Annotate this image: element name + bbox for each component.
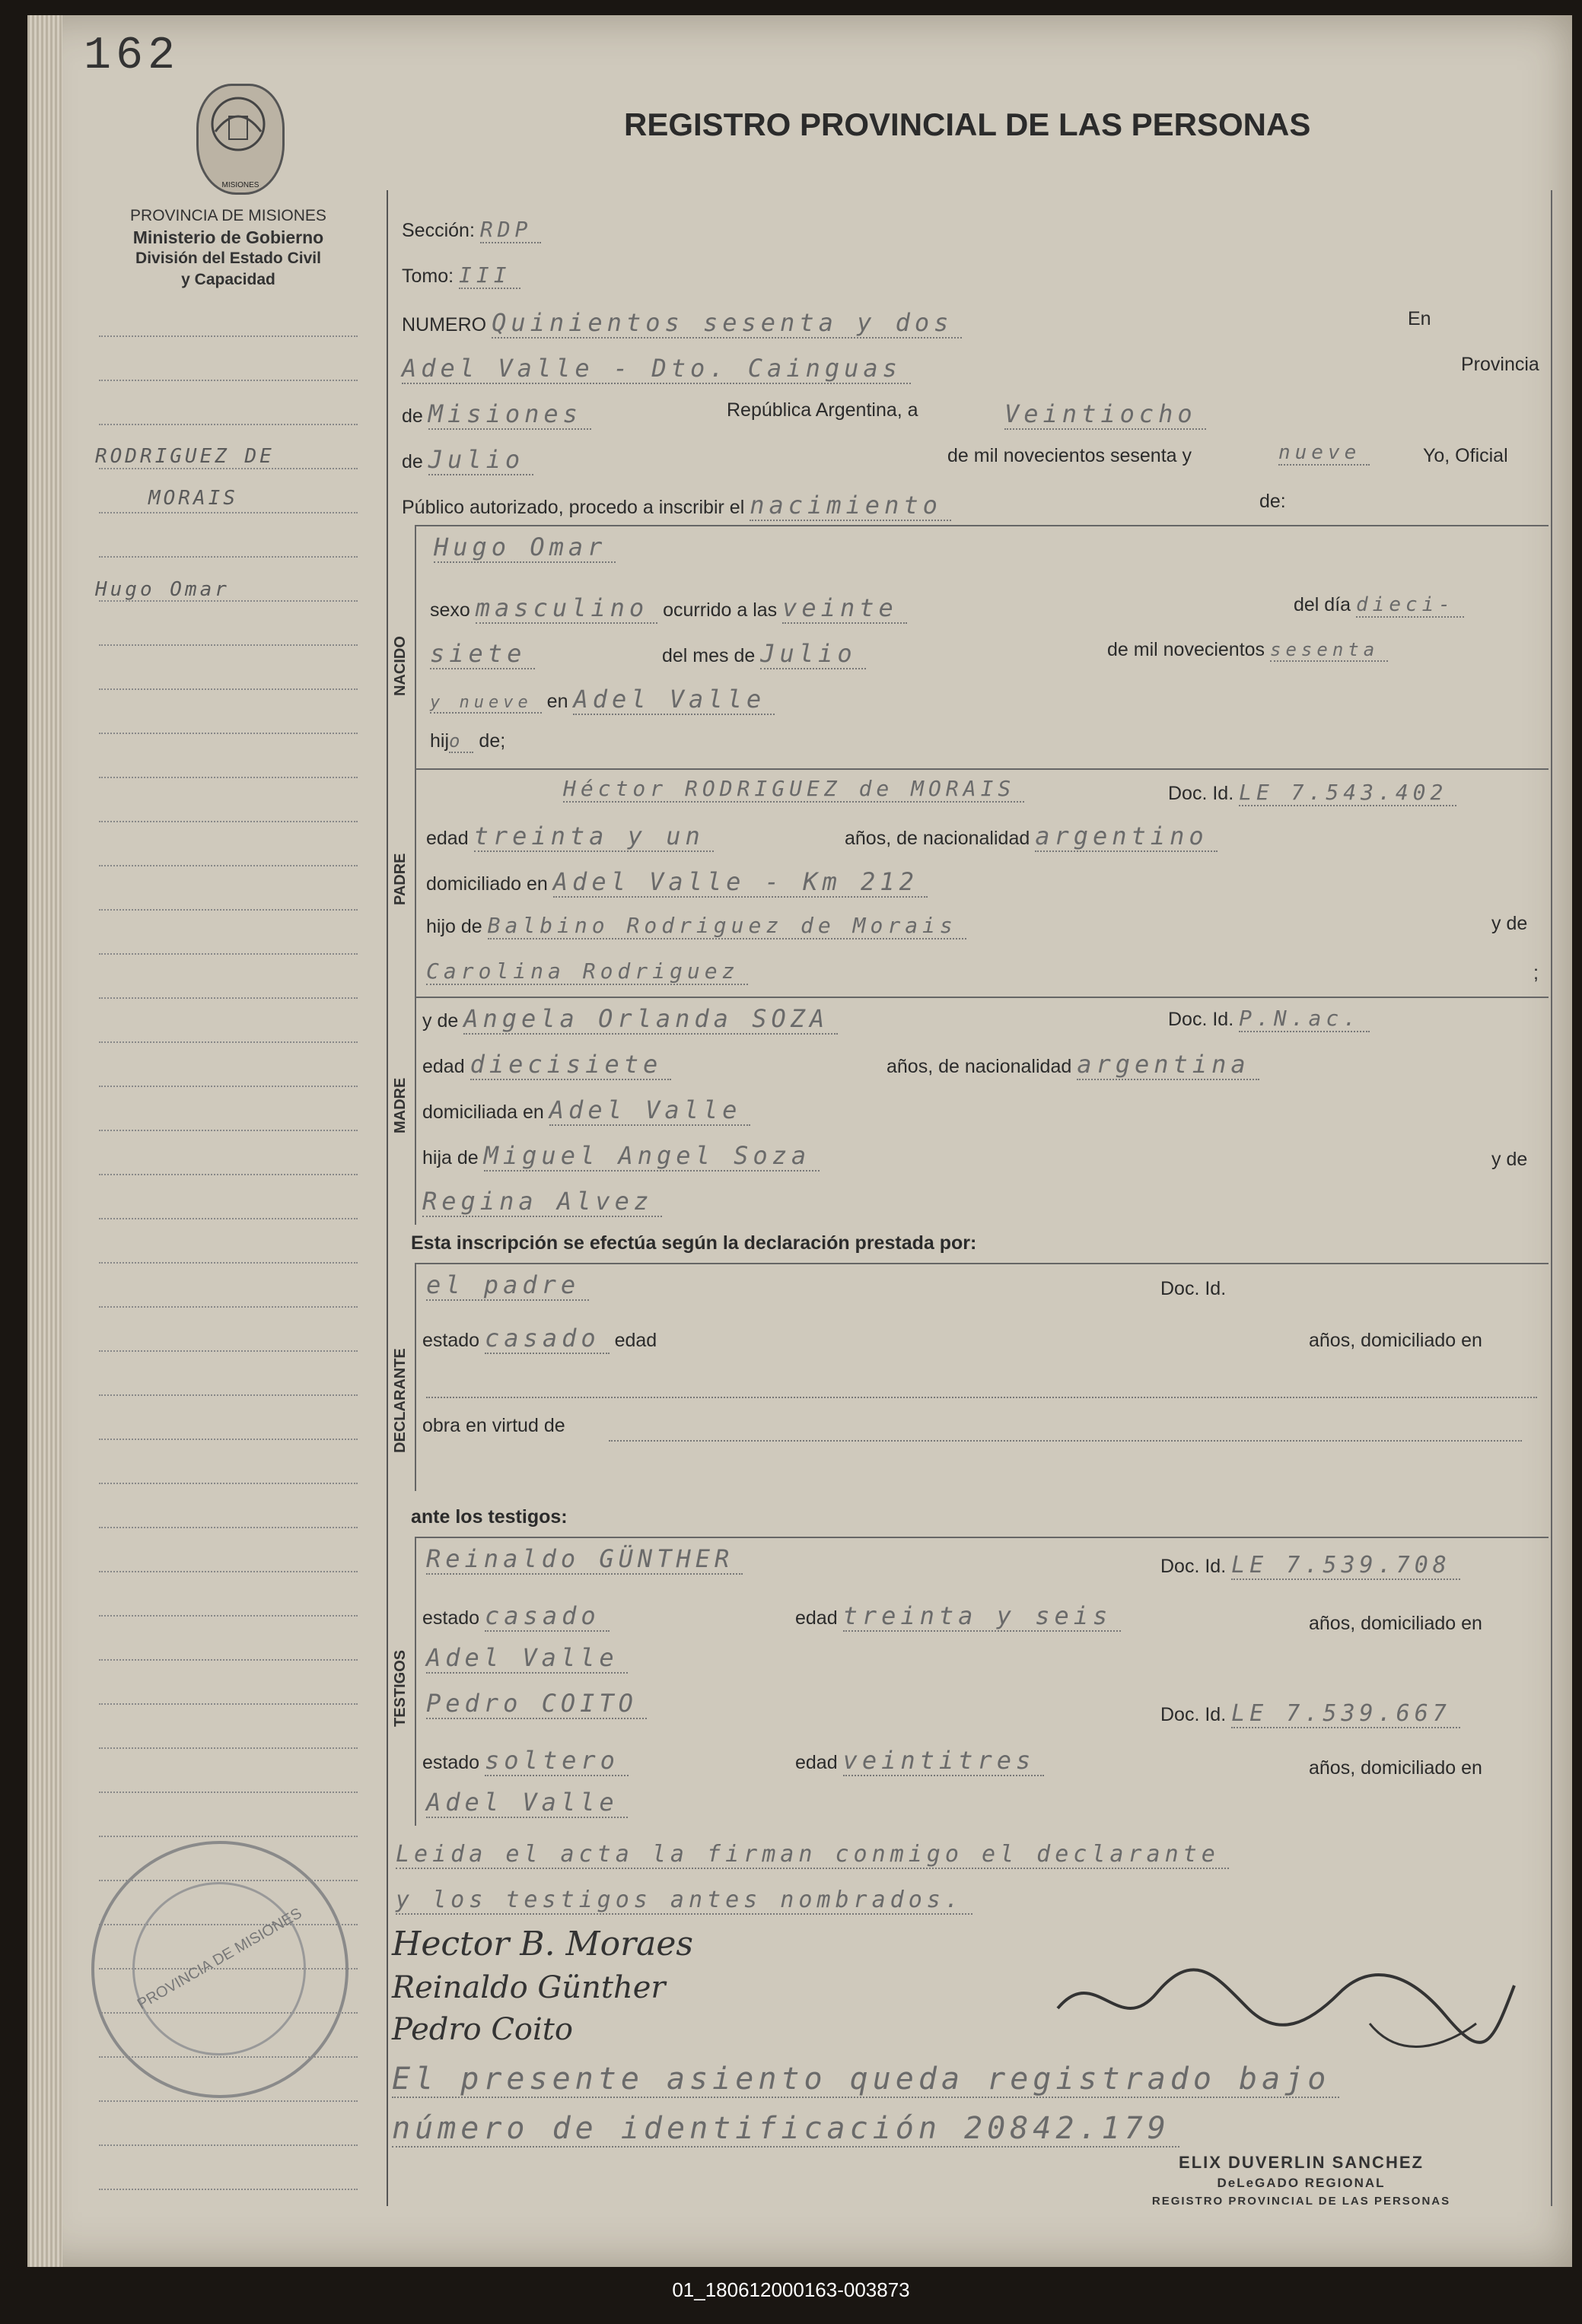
note-line-1-text: El presente asiento queda registrado bajo bbox=[392, 2062, 1339, 2098]
book-binding bbox=[27, 15, 62, 2267]
padre-side-rule bbox=[415, 768, 416, 1012]
madre-y-de-label-2: y de bbox=[1491, 1149, 1528, 1170]
madre-edad-label: edad bbox=[422, 1056, 465, 1077]
nacido-name-value: Hugo Omar bbox=[434, 533, 616, 563]
declarante-name-value: el padre bbox=[426, 1270, 589, 1301]
issuer-province: PROVINCIA DE MISIONES bbox=[130, 207, 326, 224]
emblem-label: MISIONES bbox=[221, 181, 259, 189]
del-mes-label: del mes de bbox=[662, 645, 756, 666]
testigo-2-estado: soltero bbox=[485, 1746, 629, 1776]
padre-doc-value: LE 7.543.402 bbox=[1239, 780, 1456, 806]
note-line-2 bbox=[392, 2111, 1179, 2146]
madre-side-rule bbox=[415, 997, 416, 1225]
nacido-top-rule bbox=[415, 525, 1549, 526]
ocurrido-label: ocurrido a las bbox=[663, 599, 778, 621]
testigo-2-anios-label: años, domiciliado en bbox=[1309, 1757, 1482, 1779]
nacido-mil-label: de mil novecientos bbox=[1107, 639, 1265, 660]
madre-doc-label: Doc. Id. bbox=[1168, 1009, 1234, 1030]
padre-madre-value: Carolina Rodriguez bbox=[426, 959, 748, 985]
margin-line bbox=[99, 1747, 358, 1749]
madre-doc-row bbox=[1168, 1006, 1370, 1031]
declarante-name-row bbox=[426, 1270, 589, 1299]
margin-line bbox=[99, 1217, 358, 1219]
madre-hija-de-row bbox=[422, 1141, 820, 1170]
closing-line-1 bbox=[396, 1841, 1229, 1868]
testigo-2-edad-row bbox=[795, 1746, 1044, 1775]
del-dia-row bbox=[1294, 593, 1464, 616]
mes-row bbox=[402, 445, 533, 474]
numero-value: Quinientos sesenta y dos bbox=[492, 308, 962, 339]
declarante-blank-line bbox=[426, 1396, 1537, 1398]
declarante-obra-line bbox=[609, 1439, 1522, 1442]
de-label: de bbox=[402, 405, 423, 427]
closing-line-1-text: Leida el acta la firman conmigo el declarante bbox=[396, 1841, 1229, 1869]
margin-given-name: Hugo Omar bbox=[95, 578, 230, 601]
margin-line bbox=[99, 555, 358, 558]
madre-madre-value: Regina Alvez bbox=[422, 1187, 662, 1217]
padre-doc-row bbox=[1168, 780, 1456, 805]
signature-testigo-2: Pedro Coito bbox=[392, 2012, 573, 2047]
closing-line-2 bbox=[396, 1887, 972, 1913]
seccion-value: RDP bbox=[480, 217, 542, 243]
tomo-value: III bbox=[459, 262, 520, 289]
nacido-en-label: en bbox=[546, 691, 568, 712]
margin-line bbox=[99, 1614, 358, 1617]
madre-domicilio-row bbox=[422, 1095, 750, 1124]
padre-hijo-de-label: hijo de bbox=[426, 916, 482, 937]
margin-line bbox=[99, 379, 358, 381]
madre-section-label: MADRE bbox=[392, 1077, 409, 1133]
testigo-1-anios-label: años, domiciliado en bbox=[1309, 1613, 1482, 1634]
margin-line bbox=[99, 335, 358, 337]
padre-section-label: PADRE bbox=[392, 853, 409, 905]
del-mes-row bbox=[662, 639, 866, 668]
sexo-row bbox=[430, 593, 907, 622]
sexo-value: masculino bbox=[476, 593, 657, 624]
image-caption: 01_180612000163-003873 bbox=[672, 2278, 910, 2301]
hijo-row bbox=[430, 730, 505, 752]
dia-value bbox=[1004, 399, 1206, 428]
dia-text: Veintiocho bbox=[1004, 399, 1206, 430]
margin-line bbox=[99, 644, 358, 646]
testigo-2-doc-label: Doc. Id. bbox=[1160, 1704, 1227, 1725]
numero-label: NUMERO bbox=[402, 314, 487, 335]
hijo-suffix: o bbox=[449, 730, 473, 753]
page-number: 162 bbox=[84, 30, 180, 82]
testigo-1-domicilio-row bbox=[426, 1643, 628, 1672]
nacido-anio-1: sesenta bbox=[1270, 639, 1388, 662]
testigo-1-name: Reinaldo GÜNTHER bbox=[426, 1544, 743, 1575]
testigo-1-edad: treinta y seis bbox=[843, 1601, 1122, 1632]
nacido-mil-row bbox=[1107, 639, 1388, 661]
madre-edad-value: diecisiete bbox=[470, 1050, 672, 1080]
margin-line bbox=[99, 1791, 358, 1793]
testigo-1-estado-label: estado bbox=[422, 1607, 480, 1629]
seccion-label: Sección: bbox=[402, 220, 475, 241]
margin-line bbox=[99, 1438, 358, 1440]
padre-top-rule bbox=[415, 768, 1549, 770]
republica-label: República Argentina, a bbox=[727, 399, 918, 421]
madre-madre-row bbox=[422, 1187, 662, 1216]
nacido-lugar-row bbox=[430, 685, 775, 714]
margin-line bbox=[99, 511, 358, 513]
margin-line bbox=[99, 1526, 358, 1528]
testigo-1-name-row bbox=[426, 1544, 743, 1573]
madre-y-de-label: y de bbox=[422, 1010, 459, 1032]
testigos-side-rule bbox=[415, 1537, 416, 1826]
margin-line bbox=[99, 1041, 358, 1043]
nacido-section-label: NACIDO bbox=[392, 636, 409, 696]
margin-line bbox=[99, 1305, 358, 1308]
de-colon-label: de: bbox=[1259, 491, 1286, 512]
madre-domicilio-label: domiciliada en bbox=[422, 1102, 544, 1123]
padre-nac-value: argentino bbox=[1035, 822, 1217, 852]
testigo-1-estado: casado bbox=[485, 1601, 610, 1632]
acto-value: nacimiento bbox=[750, 491, 951, 521]
margin-line bbox=[99, 997, 358, 999]
declarante-estado-value: casado bbox=[485, 1324, 610, 1354]
sexo-label: sexo bbox=[430, 599, 470, 621]
declarante-obra-label: obra en virtud de bbox=[422, 1415, 565, 1436]
padre-domicilio-row bbox=[426, 867, 928, 896]
publico-row bbox=[402, 491, 951, 520]
padre-hijo-de-row bbox=[426, 913, 966, 938]
tomo-label: Tomo: bbox=[402, 265, 454, 287]
declarante-intro: Esta inscripción se efectúa según la declaración prestada por: bbox=[411, 1232, 977, 1254]
testigo-2-name: Pedro COITO bbox=[426, 1689, 647, 1719]
stamp-text: PROVINCIA DE MISIONES bbox=[134, 1905, 305, 2013]
issuer-ministry: Ministerio de Gobierno bbox=[132, 227, 324, 247]
madre-doc-value: P.N.ac. bbox=[1239, 1006, 1370, 1032]
mil-label: de mil novecientos sesenta y bbox=[947, 445, 1192, 466]
margin-line bbox=[99, 1658, 358, 1661]
padre-end: ; bbox=[1533, 962, 1539, 984]
declarante-anios-label: años, domiciliado en bbox=[1309, 1330, 1482, 1351]
margin-line bbox=[99, 820, 358, 822]
anio-text: nueve bbox=[1278, 441, 1370, 466]
testigo-1-edad-label: edad bbox=[795, 1607, 838, 1629]
nacido-anio-2: y nueve bbox=[430, 693, 542, 714]
margin-line bbox=[99, 1350, 358, 1352]
testigo-2-edad-label: edad bbox=[795, 1752, 838, 1773]
madre-domicilio-value: Adel Valle bbox=[549, 1095, 751, 1126]
padre-nac-row bbox=[845, 822, 1218, 850]
testigo-1-doc-row bbox=[1160, 1552, 1460, 1578]
nacido-side-rule bbox=[415, 525, 416, 768]
margin-line bbox=[99, 908, 358, 911]
signature-padre: Hector B. Moraes bbox=[392, 1925, 693, 1963]
testigo-1-domicilio: Adel Valle bbox=[426, 1643, 628, 1674]
margin-line bbox=[99, 1394, 358, 1396]
declarante-estado-row bbox=[422, 1324, 657, 1353]
testigo-2-domicilio: Adel Valle bbox=[426, 1788, 628, 1818]
signature-oficial bbox=[1050, 1955, 1522, 2062]
testigo-1-edad-row bbox=[795, 1601, 1121, 1630]
officer-org: REGISTRO PROVINCIAL DE LAS PERSONAS bbox=[1151, 2195, 1451, 2208]
margin-surname-2: MORAIS bbox=[148, 487, 238, 510]
margin-line bbox=[99, 864, 358, 866]
margin-line bbox=[99, 952, 358, 955]
madre-top-rule bbox=[415, 997, 1549, 998]
margin-line bbox=[99, 1129, 358, 1131]
margin-line bbox=[99, 1570, 358, 1572]
nacido-name bbox=[434, 533, 616, 561]
issuer-capacity: y Capacidad bbox=[181, 271, 275, 288]
testigo-2-domicilio-row bbox=[426, 1788, 628, 1817]
padre-domicilio-label: domiciliado en bbox=[426, 873, 548, 895]
padre-nac-label: años, de nacionalidad bbox=[845, 828, 1030, 849]
margin-line bbox=[99, 1173, 358, 1175]
madre-nac-value: argentina bbox=[1077, 1050, 1259, 1080]
provincia-value: Misiones bbox=[428, 399, 591, 430]
nacido-lugar-value: Adel Valle bbox=[573, 685, 775, 715]
oficial-label: Yo, Oficial bbox=[1423, 445, 1508, 466]
tomo-row bbox=[402, 262, 520, 288]
note-line-1 bbox=[392, 2062, 1339, 2097]
de-mes-label: de bbox=[402, 451, 423, 472]
padre-doc-label: Doc. Id. bbox=[1168, 783, 1234, 804]
margin-divider bbox=[387, 190, 388, 2206]
nacido-mes-value: Julio bbox=[760, 639, 865, 669]
margin-line bbox=[99, 1482, 358, 1484]
padre-y-de-label: y de bbox=[1491, 913, 1528, 934]
testigos-top-rule bbox=[415, 1537, 1549, 1538]
numero-row bbox=[402, 308, 962, 337]
lugar-value bbox=[402, 354, 911, 383]
padre-edad-value: treinta y un bbox=[474, 822, 714, 852]
madre-nac-label: años, de nacionalidad bbox=[886, 1056, 1072, 1077]
testigo-2-name-row bbox=[426, 1689, 647, 1718]
padre-madre-row bbox=[426, 959, 748, 984]
seccion-row bbox=[402, 217, 541, 242]
publico-label: Público autorizado, procedo a inscribir el bbox=[402, 497, 745, 518]
declarante-edad-label: edad bbox=[614, 1330, 657, 1351]
padre-name-value: Héctor RODRIGUEZ de MORAIS bbox=[563, 776, 1024, 803]
official-stamp bbox=[91, 1841, 349, 2098]
issuer-division: División del Estado Civil bbox=[135, 250, 321, 267]
margin-line bbox=[99, 1261, 358, 1264]
lugar-text: Adel Valle - Dto. Cainguas bbox=[402, 354, 911, 384]
madre-name-row bbox=[422, 1004, 838, 1033]
declarante-section-label: DECLARANTE bbox=[392, 1348, 409, 1453]
provincia-row bbox=[402, 399, 591, 428]
note-line-2-text: número de identificación 20842.179 bbox=[392, 2111, 1179, 2148]
testigo-2-doc: LE 7.539.667 bbox=[1231, 1700, 1460, 1728]
en-label: En bbox=[1408, 308, 1431, 329]
provincial-emblem bbox=[196, 84, 285, 195]
declarante-top-rule bbox=[415, 1263, 1549, 1264]
del-dia-label: del día bbox=[1294, 594, 1351, 615]
margin-line bbox=[99, 1085, 358, 1087]
margin-line bbox=[99, 1835, 358, 1837]
margin-line bbox=[99, 2100, 358, 2102]
officer-title: DeLeGADO REGIONAL bbox=[1217, 2176, 1386, 2190]
anio-value bbox=[1278, 441, 1370, 464]
declarante-side-rule bbox=[415, 1263, 416, 1491]
officer-name: ELIX DUVERLIN SANCHEZ bbox=[1179, 2153, 1424, 2172]
padre-padre-value: Balbino Rodriguez de Morais bbox=[488, 913, 966, 939]
testigo-1-estado-row bbox=[422, 1601, 610, 1630]
madre-name-value: Angela Orlanda SOZA bbox=[463, 1004, 838, 1035]
madre-edad-row bbox=[422, 1050, 671, 1079]
dia-2-value: siete bbox=[430, 639, 535, 669]
padre-domicilio-value: Adel Valle - Km 212 bbox=[553, 867, 928, 898]
hijo-de-label: de; bbox=[479, 730, 506, 752]
declarante-estado-label: estado bbox=[422, 1330, 480, 1351]
testigo-2-estado-label: estado bbox=[422, 1752, 480, 1773]
margin-line bbox=[99, 688, 358, 690]
padre-edad-label: edad bbox=[426, 828, 469, 849]
dia-1-value: dieci- bbox=[1356, 593, 1464, 618]
declarante-doc-label: Doc. Id. bbox=[1160, 1278, 1227, 1299]
issuer-block bbox=[91, 205, 365, 291]
hora-value: veinte bbox=[782, 593, 907, 624]
testigo-2-doc-row bbox=[1160, 1700, 1460, 1727]
madre-nac-row bbox=[886, 1050, 1259, 1079]
right-border bbox=[1551, 190, 1552, 2206]
padre-edad-row bbox=[426, 822, 714, 850]
testigo-2-estado-row bbox=[422, 1746, 629, 1775]
madre-padre-value: Miguel Angel Soza bbox=[484, 1141, 820, 1172]
margin-surname-1: RODRIGUEZ DE bbox=[95, 445, 275, 468]
testigo-1-doc: LE 7.539.708 bbox=[1231, 1552, 1460, 1580]
margin-line bbox=[99, 2144, 358, 2146]
document-title: REGISTRO PROVINCIAL DE LAS PERSONAS bbox=[624, 107, 1311, 142]
margin-line bbox=[99, 2188, 358, 2190]
padre-name bbox=[563, 776, 1024, 801]
dia-2-row bbox=[430, 639, 535, 668]
mes-value: Julio bbox=[428, 445, 533, 475]
margin-line bbox=[99, 776, 358, 778]
testigos-section-label: TESTIGOS bbox=[392, 1649, 409, 1727]
provincia-label: Provincia bbox=[1461, 354, 1539, 375]
testigo-1-doc-label: Doc. Id. bbox=[1160, 1556, 1227, 1577]
closing-line-2-text: y los testigos antes nombrados. bbox=[396, 1887, 972, 1915]
testigos-intro: ante los testigos: bbox=[411, 1506, 568, 1528]
madre-hija-de-label: hija de bbox=[422, 1147, 479, 1168]
signature-testigo-1: Reinaldo Günther bbox=[392, 1970, 666, 2005]
hijo-label: hij bbox=[430, 730, 450, 752]
margin-line bbox=[99, 1702, 358, 1705]
testigo-2-edad: veintitres bbox=[843, 1746, 1045, 1776]
margin-line bbox=[99, 732, 358, 734]
margin-line bbox=[99, 423, 358, 425]
